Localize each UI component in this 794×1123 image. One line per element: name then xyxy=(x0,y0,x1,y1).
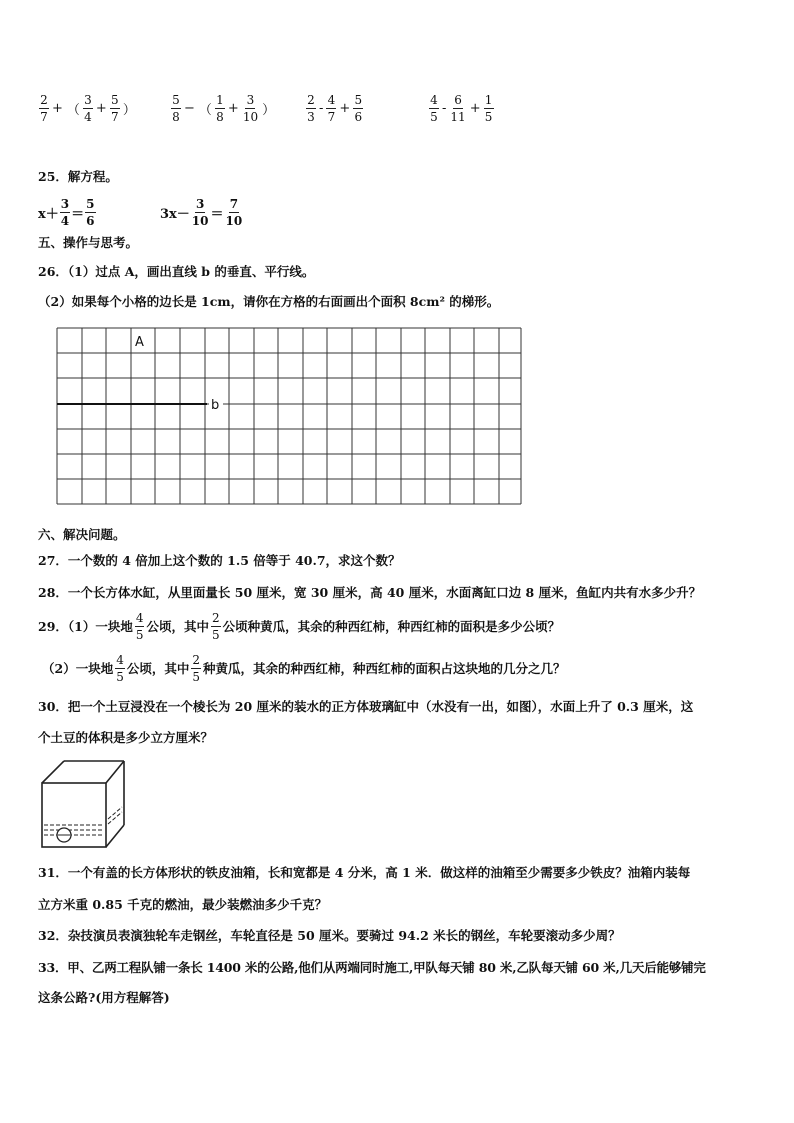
q29-part-2: （2）一块地 $\frac{4}{5}$ 公顷，其中 $\frac{2}{5}$ 种黄瓜，其余的种西红柿，种西红柿的面积占这块地的几分之几？ xyxy=(42,652,566,684)
fraction: $\frac{4}{7}$ xyxy=(327,92,336,124)
line-b-label: b xyxy=(211,398,220,413)
q26-line-2: （2）如果每个小格的边长是 1cm，请你在方格的右面画出个面积 8cm² 的梯形。 xyxy=(38,294,500,309)
q28-text: 28．一个长方体水缸，从里面量长 50 厘米，宽 30 厘米，高 40 厘米，水面离缸口边 8 厘米，鱼缸内共有水多少升？ xyxy=(38,585,702,600)
expression-1 xyxy=(38,88,138,128)
q31-line-1: 31．一个有盖的长方体形状的铁皮油箱，长和宽都是 4 分米，高 1 米．做这样的油箱至少需要多少铁皮？油箱内装每 xyxy=(38,865,691,880)
operator: + xyxy=(469,100,481,116)
equation-1: x＋ $\frac{3}{4}$ ＝ $\frac{5}{6}$ xyxy=(38,196,95,228)
fraction: $\frac{2}{5}$ xyxy=(192,652,200,684)
operator: - xyxy=(319,100,324,116)
water-level-lines xyxy=(44,807,122,835)
fraction: $\frac{3}{4}$ xyxy=(60,196,70,228)
fraction: $\frac{5}{8}$ xyxy=(172,92,180,124)
q32-text: 32．杂技演员表演独轮车走钢丝，车轮直径是 50 厘米。要骑过 94.2 米长的钢丝，车轮要滚动多少周？ xyxy=(38,928,621,943)
q30-line-2: 个土豆的体积是多少立方厘米？ xyxy=(38,730,214,745)
fraction: $\frac{4}{5}$ xyxy=(116,652,124,684)
q25-title: 25．解方程。 xyxy=(38,169,118,184)
section-6-title: 六、解决问题。 xyxy=(38,527,126,542)
grid-figure xyxy=(55,326,525,508)
operator: + xyxy=(95,100,107,116)
fraction: $\frac{5}{6}$ xyxy=(354,92,363,124)
fraction: $\frac{5}{6}$ xyxy=(86,196,95,228)
fraction: $\frac{3}{10}$ xyxy=(191,196,209,228)
operator: - xyxy=(442,100,447,116)
fraction: $\frac{1}{5}$ xyxy=(484,92,493,124)
fraction: $\frac{1}{8}$ xyxy=(216,92,224,124)
fraction: $\frac{2}{5}$ xyxy=(212,610,220,642)
fraction: $\frac{2}{3}$ xyxy=(307,92,315,124)
q31-line-2: 立方米重 0.85 千克的燃油，最少装燃油多少千克？ xyxy=(38,897,328,912)
expression-2 xyxy=(170,88,277,128)
fraction: $\frac{7}{10}$ xyxy=(225,196,243,228)
expression-3 xyxy=(305,88,364,128)
fraction: $\frac{3}{4}$ xyxy=(84,92,92,124)
grid-lines xyxy=(57,328,521,504)
fraction: $\frac{3}{10}$ xyxy=(242,92,259,124)
fraction: $\frac{6}{11}$ xyxy=(450,92,466,124)
glass-tank-figure xyxy=(38,757,130,851)
q30-line-1: 30．把一个土豆浸没在一个棱长为 20 厘米的装水的正方体玻璃缸中（水没有一出，如图），水面上升了 0.3 厘米，这 xyxy=(38,699,694,714)
q33-line-1: 33．甲、乙两工程队铺一条长 1400 米的公路,他们从两端同时施工,甲队每天铺 80 米,乙队每天铺 60 米,几天后能够铺完 xyxy=(38,960,706,975)
section-5-title: 五、操作与思考。 xyxy=(38,235,139,250)
fraction: $\frac{2}{7}$ xyxy=(40,92,48,124)
equation-2: 3x－ $\frac{3}{10}$ ＝ $\frac{7}{10}$ xyxy=(160,196,243,228)
q27-text: 27．一个数的 4 倍加上这个数的 1.5 倍等于 40.7，求这个数？ xyxy=(38,553,401,568)
operator: + xyxy=(227,100,239,116)
q29-part-1: 29．（1）一块地 $\frac{4}{5}$ 公顷，其中 $\frac{2}{5}$ 公顷种黄瓜，其余的种西红柿，种西红柿的面积是多少公顷？ xyxy=(38,610,561,642)
paren: （ xyxy=(66,102,80,118)
operator: + xyxy=(52,100,63,116)
fraction: $\frac{4}{5}$ xyxy=(135,610,144,642)
q33-line-2: 这条公路?(用方程解答) xyxy=(38,990,170,1005)
paren: ） xyxy=(122,102,136,118)
expression-4 xyxy=(428,88,495,128)
paren: ） xyxy=(262,102,276,118)
fraction: $\frac{5}{7}$ xyxy=(111,92,119,124)
paren: （ xyxy=(198,102,212,118)
q26-line-1: 26．（1）过点 A，画出直线 b 的垂直、平行线。 xyxy=(38,264,315,279)
operator: − xyxy=(184,100,195,116)
operator: + xyxy=(339,100,351,116)
point-a-label: A xyxy=(135,335,144,350)
fraction: $\frac{4}{5}$ xyxy=(430,92,438,124)
